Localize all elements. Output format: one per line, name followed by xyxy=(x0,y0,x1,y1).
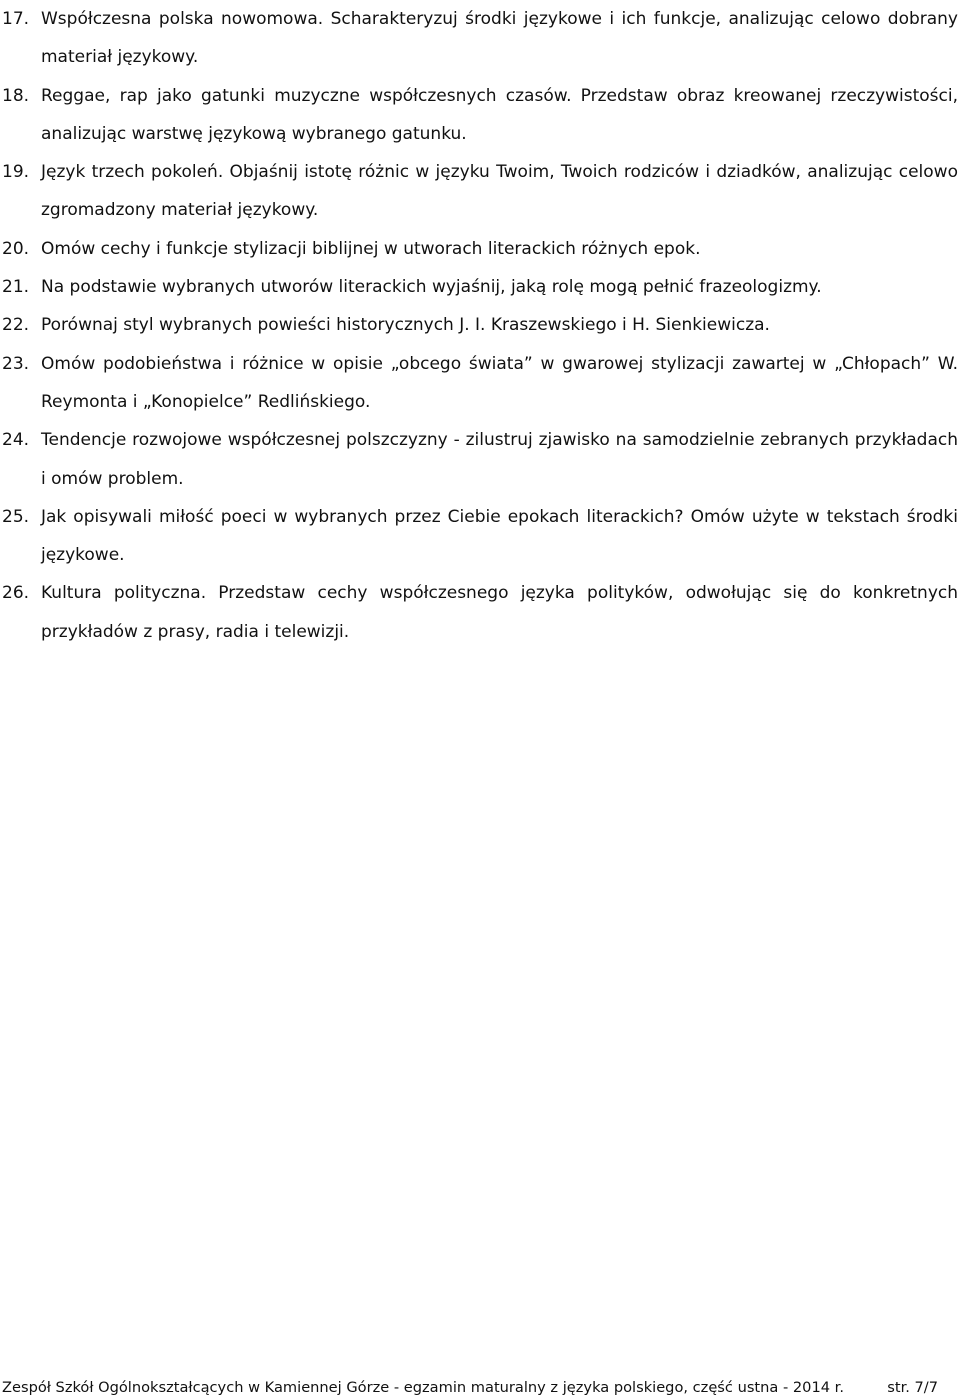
list-item xyxy=(0,0,960,77)
item-text: Jak opisywali miłość poeci w wybranych przez Ciebie epokach literackich? Omów użyte w tekstach środki językowe. xyxy=(41,506,958,566)
item-number: 22. xyxy=(2,315,30,336)
item-number: 18. xyxy=(2,85,30,106)
item-text: Język trzech pokoleń. Objaśnij istotę różnic w języku Twoim, Twoich rodziców i dziadków, analizując celowo zgromadzony materiał językowy. xyxy=(41,162,958,221)
item-text: Porównaj styl wybranych powieści historycznych J. I. Kraszewskiego i H. Sienkiewicza. xyxy=(41,315,770,336)
list-item xyxy=(0,230,960,268)
item-number: 23. xyxy=(2,353,30,374)
item-text: Omów podobieństwa i różnice w opisie „obcego świata” w gwarowej stylizacji zawartej w „Chłopach” W. Reymonta i „Konopielce” Redlińskiego. xyxy=(41,353,958,412)
item-number: 25. xyxy=(2,506,30,527)
list-item xyxy=(0,77,960,154)
item-text: Reggae, rap jako gatunki muzyczne współczesnych czasów. Przedstaw obraz kreowanej rzeczywistości, analizując warstwę językową wybranego gatunku. xyxy=(41,85,958,144)
item-text: Omów cechy i funkcje stylizacji biblijnej w utworach literackich różnych epok. xyxy=(41,238,701,259)
list-item xyxy=(0,574,960,651)
item-text: Tendencje rozwojowe współczesnej polszczyzny - zilustruj zjawisko na samodzielnie zebranych przykładach i omów problem. xyxy=(41,430,958,489)
list-item xyxy=(0,345,960,422)
item-number: 19. xyxy=(2,162,30,183)
item-number: 21. xyxy=(2,277,30,298)
item-text: Współczesna polska nowomowa. Scharakteryzuj środki językowe i ich funkcje, analizując celowo dobrany materiał językowy. xyxy=(41,9,958,68)
item-text: Kultura polityczna. Przedstaw cechy współczesnego języka polityków, odwołując się do konkretnych przykładów z prasy, radia i telewizji. xyxy=(41,583,958,642)
page-number: str. 7/7 xyxy=(887,1379,938,1396)
footer-school-text: Zespół Szkół Ogólnokształcących w Kamiennej Górze - egzamin maturalny z języka polskiego, część ustna - 2014 r. xyxy=(2,1379,844,1396)
list-item xyxy=(0,421,960,498)
list-item xyxy=(0,498,960,575)
item-number: 20. xyxy=(2,238,30,259)
list-item xyxy=(0,306,960,344)
item-number: 17. xyxy=(2,9,30,29)
topic-list xyxy=(0,0,960,651)
list-item xyxy=(0,268,960,306)
item-number: 26. xyxy=(2,583,30,604)
list-item xyxy=(0,153,960,230)
item-number: 24. xyxy=(2,430,30,451)
item-text: Na podstawie wybranych utworów literackich wyjaśnij, jaką rolę mogą pełnić frazeologizmy. xyxy=(41,277,822,298)
